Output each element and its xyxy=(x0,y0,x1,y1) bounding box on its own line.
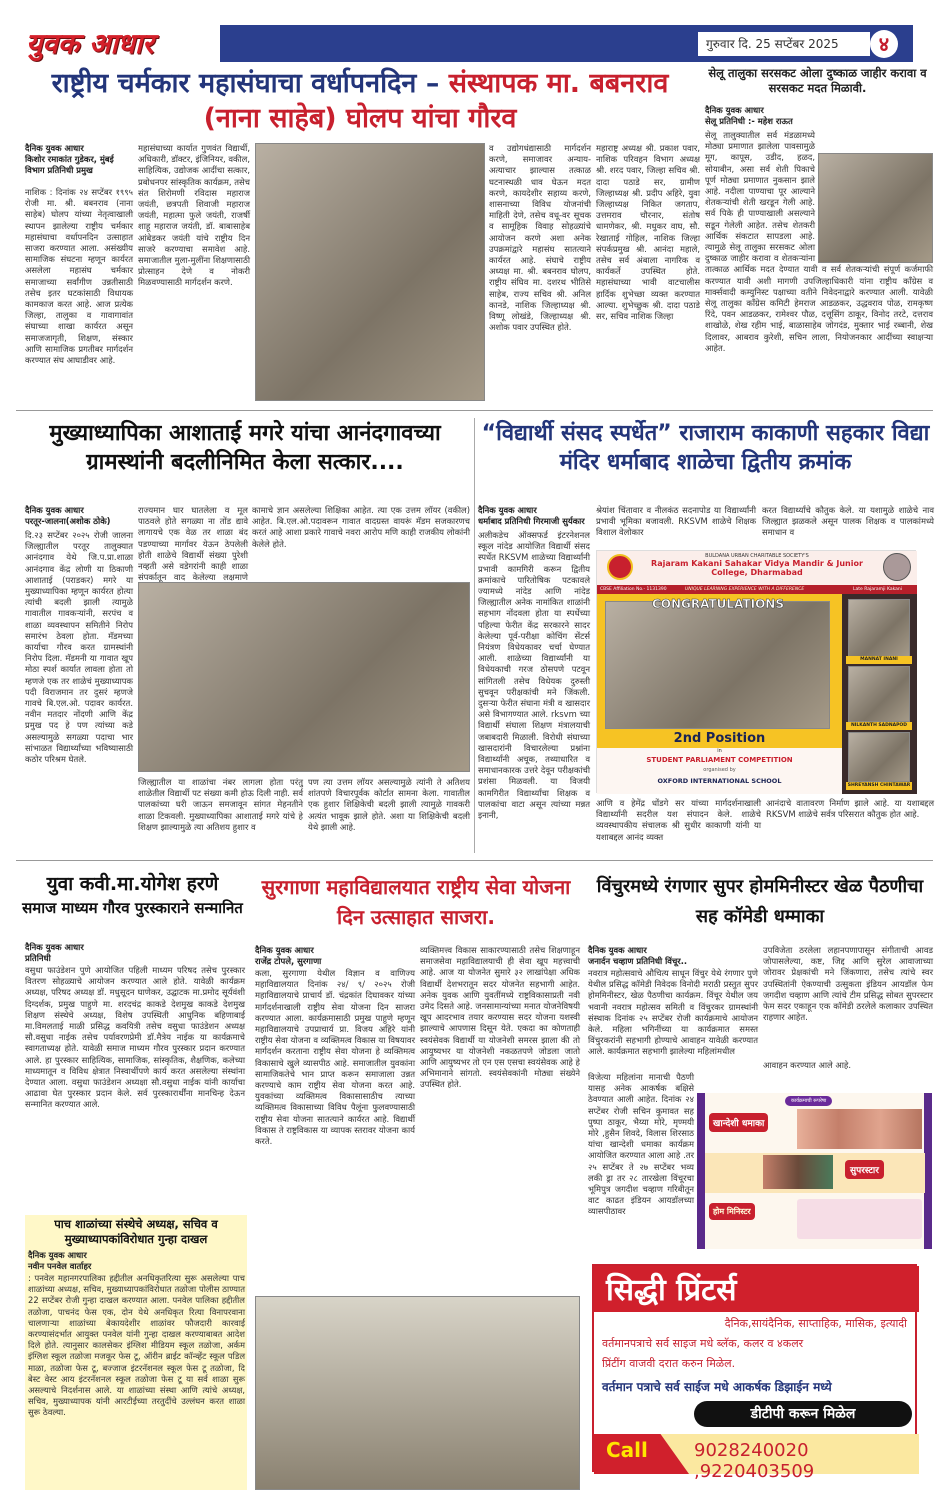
issue-date: गुरुवार दि. 25 सप्टेंबर 2025 xyxy=(698,32,870,56)
yogesh-subheadline: समाज माध्यम गौरव पुरस्काराने सन्मानित xyxy=(22,899,243,917)
student-name: SHREYANSH CHINTAWAR xyxy=(847,783,911,788)
rksvm-col1: अलीकडेच ऑक्सफर्ड इंटरनेशनल स्कूल नांदेड आयोजित विद्यार्थी संसद स्पर्धेत RKSVM शाळेच्या विद्यार्थ्यांनी प्रभावी कामगिरी करून द्वितीय क्रमांकाचे पारितोषिक पटकावले ज्यामध्ये नांदेड आणि नांदेड जिल्ह्यातील अनेक नामांकित शाळांनी सहभाग नोंदवला होता या स्पर्धेच्या पहिल्या फेरीत केंद्र सरकारने सादर केलेल्या पूर्व-परीक्षा कोचिंग सेंटर्स नियंत्रण विधेयकावर चर्चा घेण्यात आली. शाळेच्या विद्यार्थ्यांनी या विधेयकाची गरज ठोसपणे पटवून सांगितली तसेच विधेयक दुरुस्ती सुचवून परीक्षकांची मने जिंकली. दुसऱ्या फेरीत संघाना मंत्री व खासदार असे विभागण्यात आले. rksvm च्या विद्यार्थी संघाला शिक्षण मंत्रालयाची जबाबदारी मिळाली. विरोधी संघाच्या खासदारांनी विचारलेल्या प्रश्नांना विद्यार्थ्यांनी अचूक, तथ्याधारित व समाधानकारक उत्तरे देवून परीक्षकांची प्रशंसा मिळवली. या विजयी कामगिरीत विद्यार्थ्यांचा शिक्षक व पालकांचा वाटा असून त्यांच्या मन्नत इनानी, xyxy=(478,530,590,821)
student-photo xyxy=(848,666,910,722)
top-story-col4: महाराष्ट्र अध्यक्ष श्री. प्रकाश पवार, नाशिक परिवहन विभाग अध्यक्ष श्री. शरद पवार, जिल्हा सचिव श्री. दादा पठाडे सर, ग्रामीण जिल्हाध्यक्ष श्री. प्रदीप अहिरे, युवा जिल्हाध्यक्ष निकित जगताप, उत्तमराव चौरनार, संतोष धामणेकर, श्री. मधुकर वाघ, सौ. रेखाताई गोहिल, नाशिक जिल्हा संपर्कप्रमुख श्री. आनंदा महाले, तसेच सर्व अंबाला नागरिक व कार्यकर्ते उपस्थित होते. महासंघाच्या भावी वाटचालीस हार्दिक शुभेच्छा व्यक्त करण्यात आल्या. शुभेच्छुक श्री. दादा पठाडे सर, सचिव नाशिक जिल्हा xyxy=(596,143,700,322)
event-title-3: होम मिनिस्टर xyxy=(709,1203,755,1220)
top-story-col2: महासंघाच्या कार्यात गुणवंत विद्यार्थी, अधिकारी, डॉक्टर, इंजिनियर, वकील, साहित्यिक, उद्योजक आदींचा सत्कार, प्रबोधनपर सांस्कृतिक कार्यक्रम, तसेच संत शिरोमणी रविदास महाराज जयंती, छत्रपती शिवाजी महाराज जयंती, महात्मा फुले जयंती, राजर्षी शाहू महाराज जयंती, डॉ. बाबासाहेब आंबेडकर जयंती यांचे राष्ट्रीय दिन साजरे करण्याचा समावेश आहे. समाजातील मुला-मुलींना शिक्षणासाठी प्रोत्साहन देणे व नोकरी मिळवण्यासाठी मार्गदर्शन करणे. xyxy=(138,143,250,288)
organiser-name: OXFORD INTERNATIONAL SCHOOL xyxy=(657,777,782,785)
asha-photo xyxy=(138,582,470,772)
asha-col2: राज्यमान घार घातलेला व मूल पाठवले होते सगळ्या ना तोंड द्यावे लागायचे एक वेळ तर शाळा बंद पडण्याच्या मार्गावर येऊन ठेपलेली होती शाळेचे विद्यार्थी संख्या पुरेशी नव्हती असे वडेगरांनी काही शाळा संपर्कातून वाद केलेल्या लक्षमाणे xyxy=(138,505,248,583)
school-name: Rajaram Kakani Sahakar Vidya Mandir & Junior College, Dharmabad xyxy=(651,559,863,577)
top-story-headline xyxy=(20,66,700,136)
founder-portrait xyxy=(883,553,911,581)
student-name: NILKANTH SADNAPOD xyxy=(846,722,912,730)
printers-advertisement xyxy=(592,1264,917,1482)
ad-line-3: प्रिंटींग वाजवी दरात करुन मिळेल. xyxy=(602,1357,736,1370)
founder-name: Late Rajaramji Kakani xyxy=(853,587,902,592)
award-photo xyxy=(605,601,830,729)
yogesh-byline: दैनिक युवक आधार प्रतिनिधी xyxy=(25,942,84,963)
selu-headline: सेलू तालुका सरसकट ओला दुष्काळ जाहीर करावा व सरसकट मदत मिळावी. xyxy=(708,66,927,95)
school-logo-icon xyxy=(607,554,633,580)
surgana-headline: सुरगाणा महाविद्यालयात राष्ट्रीय सेवा योजना दिन उत्साहात साजरा. xyxy=(261,875,571,929)
vinchur-col1: नवरात्र महोत्सवाचे औचित्य साधून विंचुर येथे रंगणार पुणे येथील प्रसिद्ध कॉमेडी निवेदक विनोदी मराठी प्रस्तुत सुपर होममिनीस्टर, खेळ पैठणीचा कार्यक्रम. विंचूर येथील जय भवानी नवरात्र महोत्सव समिती व विंचुरकर ग्रामस्थांनी संस्थाक दिनांक २५ सप्टेंबर रोजी कार्यक्रमाचे आयोजन केले. महिला भगिनींच्या या कार्यक्रमात समस्त विंचुरकरांनी सहभागी होण्याचे आवाहन यावेळी करण्यात आले. कार्यक्रमात सहभागी झालेल्या महिलांमधील xyxy=(588,968,758,1057)
divider xyxy=(16,860,933,861)
student-name: MANNAT INANI xyxy=(846,656,912,664)
student-photo xyxy=(848,732,910,782)
surgana-byline: दैनिक युवक आधार राजेंद्र टोपले, सुरगाणा xyxy=(255,945,322,966)
rksvm-col3: करत विद्यार्थ्यांचे कौतुक केले. या यशामुळे शाळेचे नाव जिल्ह्यात झळकले असून पालक शिक्षक व पालकांमध्ये समाधान व xyxy=(762,505,934,538)
top-story-photo-collage xyxy=(255,143,485,401)
surgana-col2: व्यक्तिमत्त्व विकास साकारण्यासाठी तसेच शिक्षणाहून समाजसेवा महाविद्यालयाची ही सेवा खूप महत्त्वाची आहे. आज या योजनेत सुमारे ३२ लाखांपेक्षा अधिक विद्यार्थी देशभरातून सदर योजनेत सहभागी आहेत. अनेक युवक आणि युवतींमध्ये राष्ट्रविकासाप्रती नवी उमेद दिसते आहे. जनसामान्यांच्या मनात योजनेविषयी खूप आदरभाव तयार करण्यास सदर योजना यशस्वी झाल्याचे आपणास दिसून येते. एकदा का कोणताही स्वयंसेवक विद्यार्थी या योजनेशी समरस झाला की तो आयुष्यभर या योजनेशी नकळतपणे जोडला जातो आणि आयुष्यभर तो एन एस एसचा स्वयंसेवक आहे हे अभिमानाने सांगतो. स्वयंसेवकांनी मोठ्या संख्येने उपस्थित होते. xyxy=(420,945,580,1090)
rksvm-bottom2: आनंदाचे वातावरण निर्माण झाले आहे. या यशाबद्दल RKSVM शाळेचे सर्वत्र परिसरात कौतुक होत आहे. xyxy=(766,798,934,820)
panvel-headline: पाच शाळांच्या संस्थेचे अध्यक्ष, सचिव व मुख्याध्यापकांविरोधात गुन्हा दाखल xyxy=(54,1217,218,1246)
asha-headline: मुख्याध्यापिका आशाताई मगरे यांचा आनंदगावच्या ग्रामस्थांनी बदलीनिमित केला सत्कार.... xyxy=(49,421,441,475)
asha-bottom1: जिल्ह्यातील या शाळांचा नंबर लागला होता परंतु शाळेतील विद्यार्थी पट संख्या कमी होऊ दिली नाही. सर्व पालकांच्या घरी जाऊन समजावून सांगत मेहनतीने शाळा टिकवली. मुख्याध्यापिका आशाताई मगरे यांचे हे शिक्षण झाल्यामुळे त्या अतिशय हुशार व xyxy=(138,777,303,832)
event-badge: कार्यक्रमाची रूपरेषा xyxy=(785,1096,832,1106)
vinchur-col3: विजेत्या महिलांना मानाची पैठणी यासह अनेक आकर्षक बक्षिसे ठेवण्यात आली आहेत. दिनांक २४ सप्टेंबर रोजी सचिन कुमावत सह पुष्पा ठाकूर, भैय्या मोरे, मृण्मयी मोरे ,हुसैन शिवदे, विलास शिरसाठ यांचा खान्देशी धमाका कार्यक्रम आयोजित करण्यात आला आहे .तर २५ सप्टेंबर ते २७ सप्टेंबर भव्य लकी ड्रा तर २८ तारखेला विंचूरचा भूमिपुत्र जगदीश चव्हाण गरिबीतून वाट काढत इंडियन आयडॉलच्या व्यासपीठावर xyxy=(588,1072,694,1217)
event-title-1: खान्देशी धमाका xyxy=(709,1113,768,1132)
rksvm-byline: दैनिक युवक आधार धर्माबाद प्रतिनिधी गिरमाजी सुर्यकार xyxy=(478,505,585,526)
in-text: in xyxy=(717,748,722,754)
asha-col1: दि.२३ सप्टेंबर २०२५ रोजी जालना जिल्ह्यातील परतूर तालुक्यात आनंदगाव येथे जि.प.प्रा.शाळा आनंदगाव केंद्र लोणी या ठिकाणी आशाताई (पराडकर) मगरे या मुख्याध्यापिका म्हणून कार्यरत होत्या त्यांची बदली झाली त्यामुळे गावातील गावकऱ्यांनी, सरपंच व शाळा व्यवस्थापन समितीने निरोप समारंभ ठेवला होता. मॅडमच्या कार्याचा गौरव करत ग्रामस्थांनी निरोप दिला. मॅडमनी या गावात खूप मोठा स्पर्श कार्यात लावला होता तो म्हणजे एक तर शाळेचं मुख्याध्यापक पदी विराजमान तर दुसरं म्हणजे गावचे बि.एल.ओ. पदावर कार्यरत. नवीन मतदार नोंदणी आणि केंद्र प्रमुख पद हे पण त्यांच्या कडे असल्यामुळे सगळ्या पदाचा भार सांभाळत विद्यार्थ्यांच्या भविष्यासाठी कठोर परिश्रम घेतले. xyxy=(25,530,133,765)
top-story-col3: व उद्योगधंद्यासाठी मार्गदर्शन करणे, समाजावर अन्याय-अत्याचार झाल्यास तत्काळ घटनास्थळी धाव घेऊन मदत करणे, कायदेशीर सहाय्य करणे, शासनाच्या विविध योजनांची माहिती देणे, तसेच वधू-वर सूचक व सामूहिक विवाह सोहळ्यांचे आयोजन करणे अशा अनेक उपक्रमांद्वारे महासंघ सातत्याने कार्यरत आहे. संघाचे राष्ट्रीय अध्यक्ष मा. श्री. बबनराव घोलप, राष्ट्रीय संघिव मा. दशरथ भीतिसे साहेब, राज्य सचिव श्री. अनिल कानडे, नाशिक जिल्हाध्यक्ष श्री. विष्णू लोखंडे, जिल्हाध्यक्ष श्री. अशोक पवार उपस्थित होते. xyxy=(489,143,591,333)
panvel-body: : पनवेल महानगरपालिका हद्दीतील अनधिकृतरित्या सुरू असलेल्या पाच शाळांच्या अध्यक्ष, सचिव, मुख्याध्यापकांविरोधात तळोजा पोलीस ठाण्यात 22 सप्टेंबर रोजी गुन्हा दाखल करण्यात आला. पनवेल पालिका हद्दीतील तळोजा, पाचनंद फेस एक, दोन येथे अनधिकृत रित्या विनापरवाना चालणाऱ्या शाळांच्या बेकायदेशीर शाळांवर फौजदारी कारवाई करण्यासंदर्भात आयुक्त पनवेल यांनी गुन्हा दाखल करण्याबाबत आदेश दिले होते. त्यानुसार कालसेकर इंग्लिश मीडियम स्कूल तळोजा, अर्कम इंग्लिश स्कूल तळोजा मजकूर फेस टू, ऑरीन ब्राईट कॉन्व्हेंट स्कूल पडिल माळा, तळोजा फेस टू, बज्जाज इंटरनॅशनल स्कूल फेस टू तळोजा, दि बेस्ट वेस्ट आय इंटरनॅशनल स्कूल तळोजा फेस टू या सर्व शाळा सुरू असल्याचे निदर्शनास आले. या शाळांच्या संस्था आणि त्यांचे अध्यक्ष, सचिव, मुख्याध्यापक यांनी आरटीईच्या तरतुदींचे उल्लंघन करत शाळा सुरू ठेवल्या. xyxy=(28,1273,245,1418)
surgana-col1: कला, सुरगाणा येथील विज्ञान व वाणिज्य महाविद्यालयात दिनांक २४/ ९/ २०२५ रोजी महाविद्यालयाचे प्राचार्य डॉ. चंद्रकांत दिघावकर यांच्या मार्गदर्शनाखाली राष्ट्रीय सेवा योजना दिन साजरा करण्यात आला. कार्यक्रमासाठी प्रमुख पाहुणे म्हणून महाविद्यालयाचे उपप्राचार्य प्रा. विजय अहिरे यांनी राष्ट्रीय सेवा योजना व व्यक्तिमत्व विकास या विषयावर मार्गदर्शन करताना राष्ट्रीय सेवा योजना हे व्यक्तिमत्व विकासाचे खुले व्यासपीठ आहे. समाजातील युवकांना सामाजिकतेचे भान प्राप्त करून समाजाला उन्नत करण्याचे काम राष्ट्रीय सेवा योजना करत आहे. युवकांच्या व्यक्तिमत्व विकासासाठीच त्याच्या व्यक्तिमत्व विकासाच्या विविध पैलूंना फुलवण्यासाठी राष्ट्रीय सेवा योजना सातत्याने कार्यरत आहे. विद्यार्थी विकास ते राष्ट्रविकास या व्यापक स्तरावर योजना कार्य करते. xyxy=(255,968,415,1147)
divider xyxy=(474,418,475,853)
vinchur-col2: उपविजेता ठरलेला लहानपणापासून संगीताची आवड जोपासलेल्या, कष्ट, जिद्द आणि सुरेल आवाजाच्या जोरावर प्रेक्षकांची मने जिंकणारा, तसेच त्यांचे स्वर उपस्थितांनी ऐकण्याची उत्सुकता इंडियन आयडॉल फेम जगदीश चव्हाण आणि त्यांचे टीम प्रसिद्ध सोबत सुपरस्टार फेम सदर एकाहून एक कॉमेडी ठरलेले कलाकार उपस्थित राहणार आहेत. xyxy=(763,945,933,1023)
newspaper-logo: युवक आधार xyxy=(16,25,220,62)
school-advertisement xyxy=(596,550,916,793)
yogesh-headline: युवा कवी.मा.योगेश हरणे xyxy=(46,873,219,895)
organised-by: organised by xyxy=(703,767,736,773)
rksvm-bottom1: आणि व हेमेंद्र धोंडगे सर यांच्या मार्गदर्शनाखाली विद्यार्थ्यांनी सदरील यश संपादन केले. शाळेचे व्यवस्थापकीय संचालक श्री सुधीर काकाणी यांनी या यशाबद्दल आनंद व्यक्त xyxy=(596,798,761,842)
student-photo xyxy=(848,599,910,657)
panvel-byline: दैनिक युवक आधार नवीन पनवेल वार्ताहर xyxy=(28,1250,92,1271)
sponsor-boxes xyxy=(797,1199,922,1239)
ad-line-2: वर्तमानपत्राचे सर्व साइज मधे ब्लॅक, कलर व ४कलर xyxy=(602,1337,804,1350)
vinchur-byline: दैनिक युवक आधार जनार्दन चव्हाण प्रतिनिधी विंचूर.. xyxy=(588,945,688,966)
performer-photos xyxy=(797,1109,922,1149)
vinchur-col2-tail: आवाहन करण्यात आले आहे. xyxy=(763,1060,852,1070)
ad-line-4: वर्तमान पत्राचे सर्व साईज मधे आकर्षक डिझाईन मध्ये xyxy=(602,1380,832,1394)
ad-line-1: दैनिक,सायंदैनिक, साप्ताहिक, मासिक, इत्यादी xyxy=(724,1317,907,1330)
selu-body xyxy=(705,130,933,405)
divider xyxy=(16,410,933,411)
event-title-2: सुपरस्टार xyxy=(845,1160,884,1179)
top-story-byline: दैनिक युवक आधार किशोर रमाकांत गुडेकर, मुंबई विभाग प्रतिनिधी प्रमुख xyxy=(25,143,114,175)
top-story-col1: नाशिक : दिनांक २४ सप्टेंबर १९९५ रोजी मा. श्री. बबनराव (नाना साहेब) घोलप यांच्या नेतृत्वाखाली स्थापन झालेल्या राष्ट्रीय चर्मकार महासंघाचा वर्धापनदिन उत्साहात साजरा करण्यात आला. असंख्यीय सामाजिक संघटना म्हणून कार्यरत असलेला महासंघ चर्मकार समाजाच्या सर्वांगीण उन्नतीसाठी तसेच इतर घटकांसाठी विधायक कामकाज करत आहे. आज प्रत्येक जिल्हा, तालुका व गावागावांत संघाच्या शाखा कार्यरत असून समाजजागृती, शिक्षण, संस्कार आणि सामाजिक प्रगतीबर मार्गदर्शन करण्यात संघ आघाडीवर आहे. xyxy=(25,187,133,366)
rksvm-headline: “विद्यार्थी संसद स्पर्धेत” राजाराम काकाणी सहकार विद्या मंदिर धर्माबाद शाळेचा द्वितीय क्रमांक xyxy=(481,421,930,475)
headline-part-1: राष्ट्रीय चर्मकार महासंघाचा वर्धापनदिन – xyxy=(51,68,440,99)
vinchur-headline: विंचुरमध्ये रंगणार सुपर होममिनीस्टर खेळ पैठणीचा सह कॉमेडी धम्माका xyxy=(596,876,924,927)
affiliation: CBSE Affiliation No.- 1131390 xyxy=(600,587,667,592)
asha-col3: कामाचे ज्ञान असलेल्या शिक्षिका आहेत. त्या एक उत्तम लॉयर (वकील) आहेत. बि.एल.ओ.पदावरून गावात वादग्रस्त वायरूं मॅडम सजकारणच करतं आहे आशा प्रकारे गावाचे नवरा आरोप मणि काही राजकीय लोकांनी केलेले होते. xyxy=(252,505,470,549)
asha-bottom2: पण त्या उत्तम लॉयर असल्यामुळे त्यांनी ते अतिशय शांतपणे विचारपूर्वक कोर्टात सामना केला. गावातील एक हुशार शिक्षिकेची बदली झाली त्यामुळे गावकरी अत्यंत भावूक झाले होते. अशा या शिक्षिकेची बदली येथे झाली आहे. xyxy=(308,777,470,832)
selu-byline: दैनिक युवक आधार सेलू प्रतिनिधी :- महेश राऊत xyxy=(705,105,793,126)
performer-photos xyxy=(763,1155,833,1189)
ad-line-5: डीटीपी करून मिळेल xyxy=(694,1401,912,1427)
rksvm-col2: श्रेयांश चिंतावार व नीलकंठ सदनापोड या विद्यार्थ्यांनी प्रभावी भूमिका बजावली. RKSVM शाळेचे शिक्षक विशाल वेलोकार xyxy=(596,505,756,538)
competition-name: STUDENT PARLIAMENT COMPETITION xyxy=(646,756,793,764)
selu-body-text: सेलू तालुक्यातील सर्व मंडळामध्ये मोठ्या प्रमाणात झालेला पावसामुळे मूग, कापूस, उडीद, हळद, सोयाबीन, असा सर्व शेती पिकाचे पूर्ण मोठ्या प्रमाणात नुकसान झाले आहे. नदीला पाण्याचा पूर आल्याने शेतकऱ्यांची शेती खरडून गेली आहे. सर्व पिके ही पाण्याखाली असल्याने सडून गेलेली आहेत. तसेच शेतकरी आर्थिक संकटात सापडला आहे. त्यामुळे सेलू तालुका सरसकट ओला दुष्काळ जाहीर करावा व शेतकऱ्यांना तात्काळ आर्थिक मदत देण्यात यावी व सर्व शेतकऱ्यांची संपूर्ण कर्जमाफी करण्यात यावी अशी मागणी उपजिल्हाधिकारी यांना राष्ट्रीय काँग्रेस व मार्क्सवादी कम्युनिस्ट पक्षाच्या वतीने निवेदनाद्वारे करण्यात आली. यावेळी सेलू तालुका काँग्रेस कमिटी हेमराज आडळकर, उद्धवराव पोळ, रामकृष्ण रिंदे, पवन आडळकर, रामेश्वर पौळ, दत्तूसिंग ठाकूर, विनोद तरटे, दत्तराव शाखोळे, शेख रहीम भाई, बाळासाहेब जोगदंड, मुक्तार भाई रब्बानी, शेख दिलावर, आबराव कुरेशी, सचिन लाला, नियोजनकार आदींच्या स्वाक्षऱ्या आहेत. xyxy=(705,130,933,353)
surgana-photo xyxy=(255,1296,580,1490)
yogesh-body: वसुधा फाउंडेशन पुणे आयोजित पहिली माध्यम परिषद तसेच पुरस्कार वितरण सोहळ्याचे आयोजन करण्यात आले होते. यावेळी कार्यक्रम अध्यक्ष, परिषद अध्यक्ष डॉ. मधुसूदन घाणेकर, उद्घाटक मा.प्रमोद सूर्यवंशी दिग्दर्शक, प्रमुख पाहुणे मा. शरदचंद्र काकडे देशमुख काकडे देशमुख शिक्षण संस्थेचे अध्यक्ष, विशेष उपस्थिती आधुनिक बहिणाबाई मा.विमलताई माळी प्रसिद्ध कवयित्री तसेच वसुधा फाउंडेशन अध्यक्ष सौ.वसुधा नाईक तसेच पर्यावरणप्रेमी डॉ.मैत्रेय नाईक या कार्यक्रमाचे स्वागताध्यक्ष होते. यावेळी समाज माध्यम गौरव पुरस्कार प्रदान करण्यात आले. हा पुरस्कार साहित्यिक, सामाजिक, सांस्कृतिक, शैक्षणिक, कलेच्या माध्यमातून व विविध क्षेत्रात निस्वार्थीपणे कार्य करत असलेल्या संस्थांना देण्यात आला. वसुधा फाउंडेशन अध्यक्षा सौ.वसुधा नाईक यांनी कार्याचा आढावा घेत पुरस्कार प्रदान केले. सर्व पुरस्कारार्थींना मानचिन्ह देऊन सन्मानित करण्यात आले. xyxy=(25,965,245,1110)
phone-numbers[interactable]: 9028240020 ,9220403509 xyxy=(694,1440,815,1482)
call-label: Call xyxy=(606,1438,648,1462)
congratulations-text: CONGRATULATIONS xyxy=(652,597,784,611)
tagline: UNIQUE LEARNING EXPERIENCE WITH A DIFFERENCE xyxy=(685,587,805,592)
printers-name: सिद्धी प्रिंटर्स xyxy=(606,1273,737,1308)
headline-part-2: संस्थापक मा. बबनराव (नाना साहेब) घोलप यांचा गौरव xyxy=(203,68,669,135)
position-text: 2nd Position xyxy=(673,731,766,746)
page-number: ४ xyxy=(870,30,898,58)
society-name: BULDANA URBAN CHARITABLE SOCIETY'S xyxy=(705,553,809,559)
event-advertisement xyxy=(697,1093,932,1249)
asha-byline: दैनिक युवक आधार परतूर-जालना(अशोक ठोके) xyxy=(25,505,111,526)
